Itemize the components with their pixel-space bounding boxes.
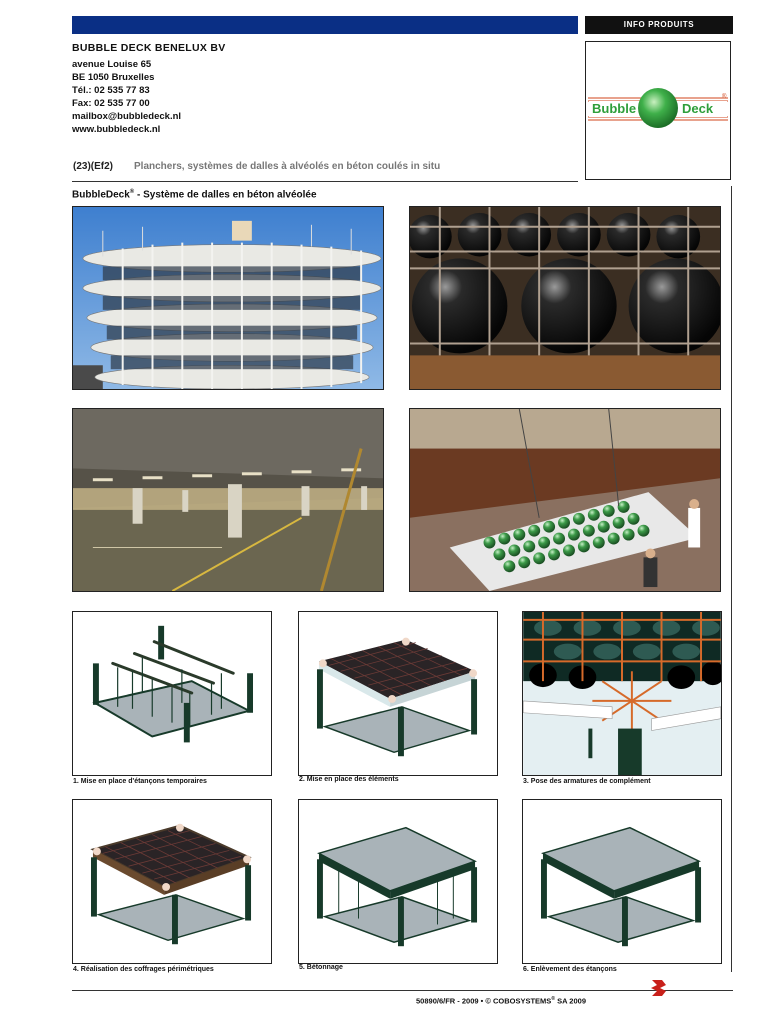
step-4-caption: 4. Réalisation des coffrages périmétriques: [73, 966, 214, 973]
step-2-diagram: [298, 611, 498, 776]
footer-year: SA 2009: [555, 996, 586, 1006]
arrow-mark-icon: [648, 976, 668, 1000]
classification-title: Planchers, systèmes de dalles à alvéolés en béton coulés in situ: [134, 161, 441, 172]
subtitle-brand: BubbleDeck: [72, 189, 130, 201]
logo-word-bubble: Bubble: [592, 101, 637, 116]
address-street: avenue Louise 65: [72, 59, 152, 70]
logo-registered-mark: ®: [722, 94, 727, 100]
header-divider: [72, 181, 578, 182]
photo-parking-garage: [72, 408, 384, 592]
address-fax: Fax: 02 535 77 00: [72, 98, 150, 109]
photo-crane-installation: [409, 408, 721, 592]
address-city: BE 1050 Bruxelles: [72, 72, 155, 83]
photo-black-bubbles: [409, 206, 721, 390]
step-5-diagram: [298, 799, 498, 964]
address-email: mailbox@bubbledeck.nl: [72, 111, 182, 122]
right-margin-rule: [731, 186, 732, 972]
footer-rule: [72, 990, 733, 991]
step-6-diagram: [522, 799, 722, 964]
step-1-diagram: [72, 611, 272, 776]
info-produits-label: INFO PRODUITS: [585, 16, 733, 34]
step-4-diagram: [72, 799, 272, 964]
step-1-caption: 1. Mise en place d'étançons temporaires: [73, 778, 207, 785]
step-6-caption: 6. Enlèvement des étançons: [523, 966, 617, 973]
address-phone: Tél.: 02 535 77 83: [72, 85, 150, 96]
logo-word-deck: Deck: [682, 101, 714, 116]
step-2-caption: 2. Mise en place des éléments: [299, 776, 399, 783]
photo-round-building: [72, 206, 384, 390]
step-5-caption: 5. Bétonnage: [299, 964, 343, 971]
subtitle-registered-mark: ®: [129, 189, 135, 195]
footer-reference: [0, 996, 586, 1006]
bubbledeck-logo: [585, 41, 731, 180]
footer-ref-text: 50890/6/FR - 2009 • © COBOSYSTEMS: [416, 996, 552, 1006]
footer-registered-mark: ®: [551, 996, 555, 1002]
header-bar: [72, 16, 578, 34]
subtitle-text: - Système de dalles en béton alvéolée: [134, 189, 317, 201]
company-name: BUBBLE DECK BENELUX BV: [72, 42, 226, 54]
step-3-caption: 3. Pose des armatures de complément: [523, 778, 651, 785]
classification-code: (23)(Ef2): [73, 161, 114, 172]
address-website: www.bubbledeck.nl: [72, 124, 161, 135]
address-block: [72, 58, 181, 136]
step-3-diagram: [522, 611, 722, 776]
section-subtitle: [72, 189, 317, 200]
